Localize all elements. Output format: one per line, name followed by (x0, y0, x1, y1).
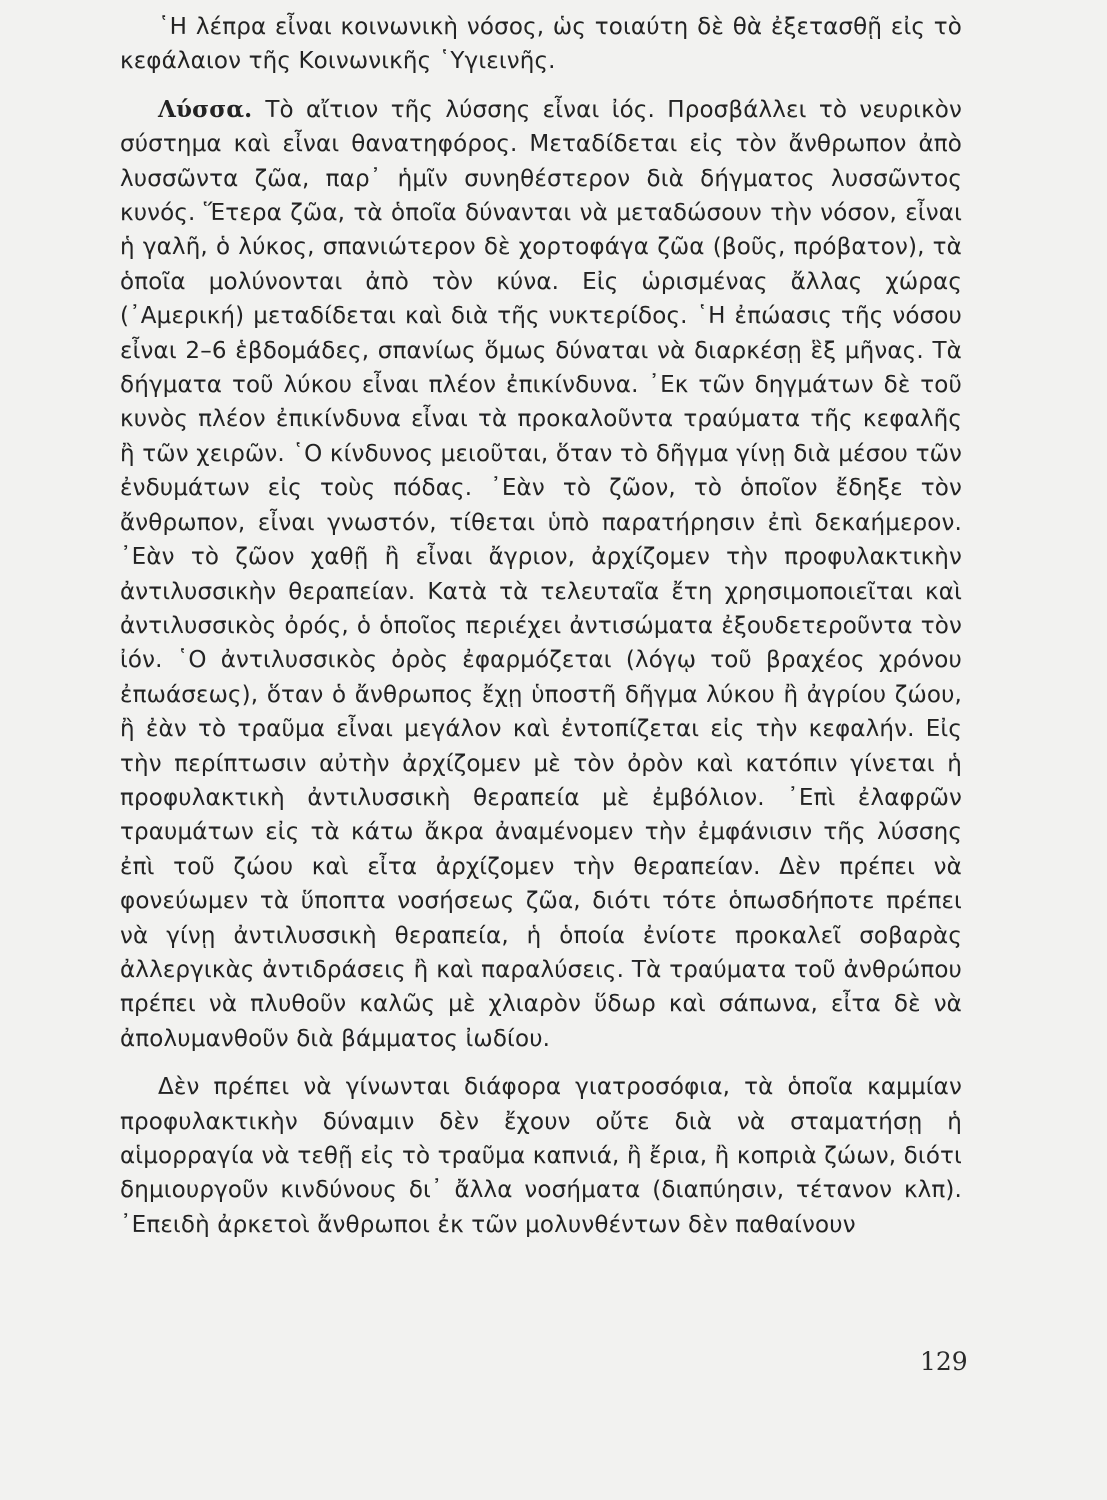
paragraph-text: Τὸ αἴτιον τῆς λύσσης εἶναι ἰός. Προσβάλλει τὸ νευρικὸν σύστημα καὶ εἶναι θανατηφόρος. Μεταδίδεται εἰς τὸν ἄνθρωπον ἀπὸ λυσσῶντα ζῶα, παρ᾽ ἡμῖν συνηθέστερον διὰ δήγματος λυσσῶντος κυνός. Ἕτερα ζῶα, τὰ ὁποῖα δύνανται νὰ μεταδώσουν τὴν νόσον, εἶναι ἡ γαλῆ, ὁ λύκος, σπανιώτερον δὲ χορτοφάγα ζῶα (βοῦς, πρόβατον), τὰ ὁποῖα μολύνονται ἀπὸ τὸν κύνα. Εἰς ὡρισμένας ἄλλας χώρας (᾽Αμερική) μεταδίδεται καὶ διὰ τῆς νυκτερίδος. ῾Η ἐπώασις τῆς νόσου εἶναι 2–6 ἑβδομάδες, σπανίως ὅμως δύναται νὰ διαρκέσῃ ἓξ μῆνας. Τὰ δήγματα τοῦ λύκου εἶναι πλέον ἐπικίνδυνα. ᾽Εκ τῶν δηγμάτων δὲ τοῦ κυνὸς πλέον ἐπικίνδυνα εἶναι τὰ προκαλοῦντα τραύματα τῆς κεφαλῆς ἢ τῶν χειρῶν. ῾Ο κίνδυνος μειοῦται, ὅταν τὸ δῆγμα γίνῃ διὰ μέσου τῶν ἐνδυμάτων εἰς τοὺς πόδας. ᾽Εὰν τὸ ζῶον, τὸ ὁποῖον ἔδηξε τὸν ἄνθρωπον, εἶναι γνωστόν, τίθεται ὑπὸ παρατήρησιν ἐπὶ δεκαήμερον. ᾽Εὰν τὸ ζῶον χαθῇ ἢ εἶναι ἄγριον, ἀρχίζομεν τὴν προφυλακτικὴν ἀντιλυσσικὴν θεραπείαν. Κατὰ τὰ τελευταῖα ἔτη χρησιμοποιεῖται καὶ ἀντιλυσσικὸς ὀρός, ὁ ὁποῖος περιέχει ἀντισώματα ἐξουδετεροῦντα τὸν ἰόν. ῾Ο ἀντιλυσσικὸς ὀρὸς ἐφαρμόζεται (λόγῳ τοῦ βραχέος χρόνου ἐπωάσεως), ὅταν ὁ ἄνθρωπος ἔχῃ ὑποστῆ δῆγμα λύκου ἢ ἀγρίου ζώου, ἢ ἐὰν τὸ τραῦμα εἶναι μεγάλον καὶ ἐντοπίζεται εἰς τὴν κεφαλήν. Εἰς τὴν περίπτωσιν αὐτὴν ἀρχίζομεν μὲ τὸν ὀρὸν καὶ κατόπιν γίνεται ἡ προφυλακτικὴ ἀντιλυσσικὴ θεραπεία μὲ ἐμβόλιον. ᾽Επὶ ἐλαφρῶν τραυμάτων εἰς τὰ κάτω ἄκρα ἀναμένομεν τὴν ἐμφάνισιν τῆς λύσσης ἐπὶ τοῦ ζώου καὶ εἶτα ἀρχίζομεν τὴν θεραπείαν. Δὲν πρέπει νὰ φονεύωμεν τὰ ὕποπτα νοσήσεως ζῶα, διότι τότε ὁπωσδήποτε πρέπει νὰ γίνῃ ἀντιλυσσικὴ θεραπεία, ἡ ὁποία ἐνίοτε προκαλεῖ σοβαρὰς ἀλλεργικὰς ἀντιδράσεις ἢ καὶ παραλύσεις. Τὰ τραύματα τοῦ ἀνθρώπου πρέπει νὰ πλυθοῦν καλῶς μὲ χλιαρὸν ὕδωρ καὶ σάπωνα, εἶτα δὲ νὰ ἀπολυμανθοῦν διὰ βάμματος ἰωδίου. (120, 96, 962, 1052)
paragraph-rabies (120, 93, 962, 1056)
section-heading-rabies: Λύσσα. (158, 95, 266, 123)
paragraph-leprosy (120, 10, 962, 79)
paragraph-text: ῾Η λέπρα εἶναι κοινωνικὴ νόσος, ὡς τοιαύτη δὲ θὰ ἐξετασθῇ εἰς τὸ κεφάλαιον τῆς Κοινωνικῆς ῾Υγιεινῆς. (120, 14, 962, 75)
paragraph-remedies (120, 1070, 962, 1242)
paragraph-text: Δὲν πρέπει νὰ γίνωνται διάφορα γιατροσόφια, τὰ ὁποῖα καμμίαν προφυλακτικὴν δύναμιν δὲν ἔχουν οὔτε διὰ νὰ σταματήσῃ ἡ αἱμορραγία νὰ τεθῇ εἰς τὸ τραῦμα καπνιά, ἢ ἔρια, ἢ κοπριὰ ζώων, διότι δημιουργοῦν κινδύνους δι᾽ ἄλλα νοσήματα (διαπύησιν, τέτανον κλπ). ᾽Επειδὴ ἀρκετοὶ ἄνθρωποι ἐκ τῶν μολυνθέντων δὲν παθαίνουν (120, 1074, 962, 1238)
page-number: 129 (920, 1347, 968, 1376)
body-text (120, 10, 962, 1242)
